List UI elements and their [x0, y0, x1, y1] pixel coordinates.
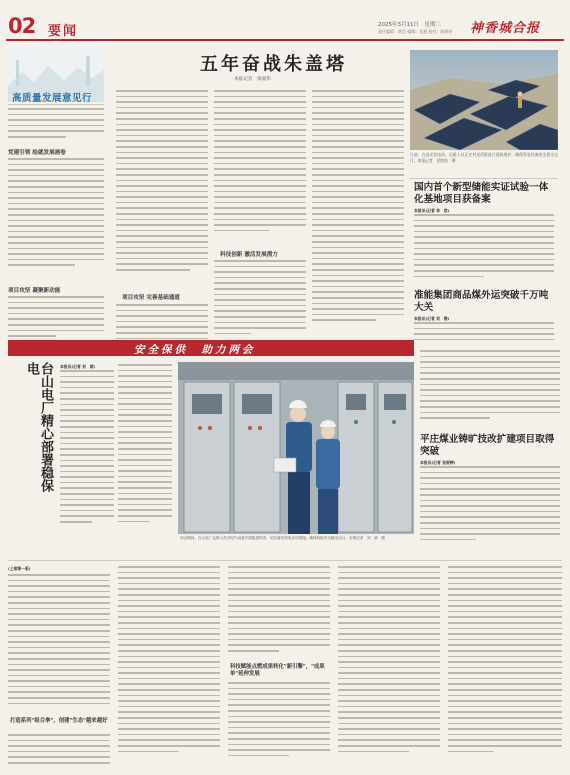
bottom-section: [8, 566, 562, 771]
band-body-col2: [118, 364, 172, 538]
section-divider: [8, 560, 562, 561]
banner-title: 高质量发展意见行: [12, 93, 93, 104]
band-section: [8, 340, 414, 554]
editor-line: 责任编辑：黄芸 编辑：张燕 校对：陈婷婷: [378, 29, 453, 34]
electrical-photo: [178, 362, 414, 534]
right-story-1-body: [414, 214, 554, 286]
bottom-col1-body: [8, 574, 110, 718]
lead-headline: 五年奋战朱盖塔: [200, 54, 347, 75]
right-story-2-headline: 准能集团商品煤外运突破千万吨大关: [414, 290, 549, 313]
lead-body-col2: [214, 90, 306, 250]
bottom-col1-dateline: (上接第一版): [8, 566, 31, 571]
right-story-2-body: [414, 322, 554, 348]
lead-sub-heading-2: 科技创新 激活发展潜力: [220, 252, 278, 258]
masthead: [0, 0, 570, 40]
solar-photo: [410, 50, 558, 150]
right-story-2-dateline: 本报讯(记者 刘 雅): [414, 316, 450, 321]
caption-divider: [410, 178, 558, 179]
left-body-1: [8, 158, 104, 284]
solar-panel-image: [410, 50, 558, 150]
section-title: 要闻: [48, 24, 79, 39]
band-dateline: 本报讯(记者 刘 斌): [60, 364, 96, 369]
right-story-3-headline: 平庄煤业铸旷技改扩建项目取得突破: [420, 434, 555, 457]
banner-graphic: [8, 46, 104, 102]
band-story-headline: 台山电厂精心部署稳保电: [24, 362, 53, 492]
band-body-col1: [60, 370, 114, 538]
bottom-col3-body: [228, 566, 330, 662]
left-column: [8, 46, 104, 346]
banner-divider: [8, 104, 104, 105]
lead-body-col2b: [214, 260, 306, 348]
bottom-col4-body: [338, 566, 440, 770]
right-story-3-body: [420, 466, 560, 550]
paper-logo: 神香城合报: [470, 21, 541, 36]
lead-body-col1: [116, 90, 208, 292]
date-line: 2025年3月11日 星期二: [378, 22, 441, 28]
lead-sub-heading-1: 项目攻坚 完善基础通道: [122, 295, 180, 301]
bottom-col2-body: [118, 566, 220, 770]
bottom-col5-body: [448, 566, 562, 770]
right-story-1-dateline: 本报讯(记者 李 欣): [414, 208, 450, 213]
lead-story: [110, 46, 558, 346]
masthead-rule: [6, 39, 564, 41]
left-sub-heading-1: 党建引领 绘就发展画卷: [8, 150, 66, 156]
lead-body-col3: [312, 90, 404, 348]
lead-byline: 本报记者 梁嘉伟: [234, 77, 271, 82]
bottom-col1-sub-heading: 打造系列"组合拳"，创建"生态"越来越好: [10, 718, 108, 724]
bottom-col1-body-2: [8, 734, 110, 770]
bottom-col3-sub-heading: 科技赋能点燃成果转化"新引擎"，"成果单"延伸发展: [230, 664, 325, 677]
solar-photo-caption: 日前，在某光伏电站，运维人员正在对光伏板进行巡检维护，确保发电设备安全稳定运行。本报记者 范欣怡 摄: [410, 152, 558, 163]
band-header: [8, 340, 414, 356]
left-intro-text: [8, 108, 104, 144]
right-story-3-dateline: 本报讯(记者 张丽婷): [420, 460, 456, 465]
band-title: 安全保供 助力两会: [134, 343, 256, 356]
page-number: 02: [8, 14, 36, 38]
electrical-cabinet-image: [178, 362, 414, 534]
right-column-lower: [420, 350, 560, 550]
band-photo-caption: 两会期间，台山电厂运维人员对电气设备开展隐患排查，切实落实保电各项措施，确保机组安全稳定运行。本报记者 刘 斌 摄: [180, 536, 385, 540]
right-story-1-headline: 国内首个新型储能实证试验一体化基地项目获备案: [414, 182, 549, 205]
left-sub-heading-2: 项目攻坚 凝聚新动能: [8, 288, 61, 294]
bottom-col3-body-2: [228, 682, 330, 770]
right-story-2-body-cont: [420, 350, 560, 430]
